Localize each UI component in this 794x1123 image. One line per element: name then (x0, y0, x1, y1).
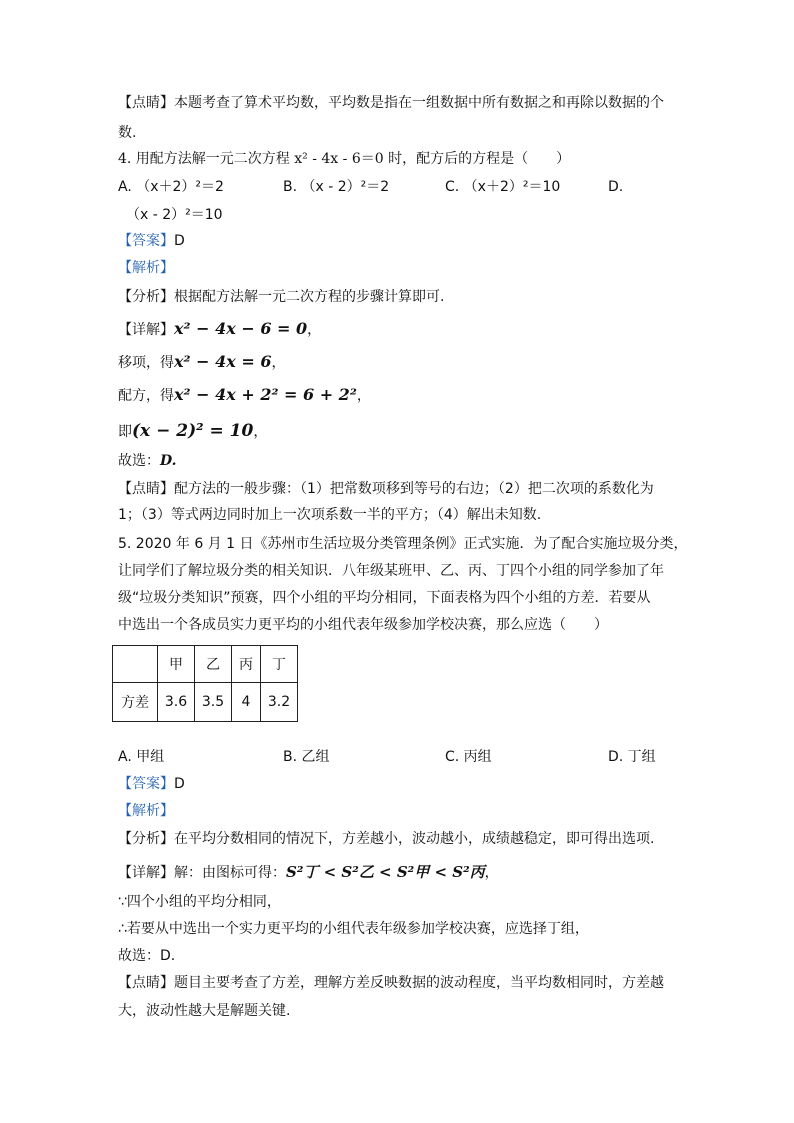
q5-analysis-tag: 【解析】 (118, 803, 174, 819)
answer-tag: 【答案】 (118, 776, 174, 792)
equation-4: (x − 2)² = 10 (132, 421, 254, 441)
table-row (113, 683, 298, 722)
q4-analysis-tag: 【解析】 (118, 260, 174, 276)
table-cell-jia: 3.6 (158, 683, 195, 722)
guxuan-label: 故选： (118, 453, 160, 469)
q4-answer (118, 230, 185, 252)
table-header-jia: 甲 (158, 646, 195, 683)
dianjing-line-2: 数. (118, 125, 137, 141)
q5-xiangjie: 【详解】解：由图标可得：S²丁 < S²乙 < S²甲 < S²丙， (118, 863, 499, 881)
q5-option-b: B. 乙组 (283, 749, 330, 765)
q4-option-c: C. （x＋2）²＝10 (445, 179, 561, 195)
q4-option-b: B. （x - 2）²＝2 (283, 179, 390, 195)
variance-table (112, 645, 298, 722)
q5-option-a: A. 甲组 (118, 749, 165, 765)
pf-label: 配方，得 (118, 388, 174, 404)
dianjing-tag: 【点睛】 (118, 481, 174, 497)
equation-2: x² − 4x = 6 (174, 352, 272, 371)
answer-value: D (174, 776, 185, 792)
table-cell-yi: 3.5 (195, 683, 232, 722)
q5-fenxi (118, 828, 654, 850)
dianjing-tag: 【点睛】 (118, 975, 174, 991)
q4-complete-square-step: 配方，得x² − 4x + 2² = 6 + 2²， (118, 385, 371, 404)
variance-inequality: S²丁 < S²乙 < S²甲 < S²丙 (286, 863, 485, 881)
q4-move-step: 移项，得x² − 4x = 6， (118, 352, 286, 371)
dianjing-line-1 (118, 92, 664, 114)
dianjing-text: 本题考查了算术平均数，平均数是指在一组数据中所有数据之和再除以数据的个 (174, 95, 664, 111)
q5-stem-2: 让同学们了解垃圾分类的相关知识．八年级某班甲、乙、丙、丁四个小组的同学参加了年 (118, 563, 664, 579)
q4-stem: 4. 用配方法解一元二次方程 x² - 4x - 6＝0 时，配方后的方程是（ ） (118, 151, 571, 167)
q5-option-d: D. 丁组 (608, 749, 656, 765)
q4-dianjing-1 (118, 478, 654, 500)
dianjing-text: 题目主要考查了方差，理解方差反映数据的波动程度，当平均数相同时，方差越 (174, 975, 664, 991)
q5-answer (118, 773, 185, 795)
fenxi-text: 在平均分数相同的情况下，方差越小，波动越小，成绩越稳定，即可得出选项. (174, 831, 655, 847)
q4-conclusion (118, 450, 177, 472)
table-header-row (113, 646, 298, 683)
fenxi-text: 根据配方法解一元二次方程的步骤计算即可. (174, 289, 445, 305)
table-header-ding: 丁 (261, 646, 298, 683)
table-cell-bing: 4 (232, 683, 261, 722)
q5-option-c: C. 丙组 (445, 749, 492, 765)
q4-option-a: A. （x＋2）²＝2 (118, 179, 224, 195)
q5-dianjing-2: 大，波动性越大是解题关键. (118, 1003, 291, 1019)
q4-fenxi (118, 286, 444, 308)
q4-xiangjie: 【详解】x² − 4x − 6 = 0， (118, 319, 322, 338)
q5-stem-1: 5. 2020 年 6 月 1 日《苏州市生活垃圾分类管理条例》正式实施．为了配合实施垃圾分类， (118, 536, 688, 552)
q5-stem-4: 中选出一个各成员实力更平均的小组代表年级参加学校决赛，那么应选（ ） (118, 617, 608, 633)
answer-tag: 【答案】 (118, 233, 174, 249)
guxuan-answer: D. (160, 453, 177, 469)
fenxi-tag: 【分析】 (118, 289, 174, 305)
equation-1: x² − 4x − 6 = 0 (174, 319, 308, 338)
xiangjie-tag: 【详解】 (118, 865, 174, 881)
q4-result-step: 即(x − 2)² = 10， (118, 421, 268, 441)
q5-dianjing-1 (118, 972, 664, 994)
table-row-label: 方差 (113, 683, 158, 722)
q4-option-d: D. (608, 179, 624, 195)
table-corner-cell (113, 646, 158, 683)
move-label: 移项，得 (118, 355, 174, 371)
xiangjie-tag: 【详解】 (118, 322, 174, 338)
q4-dianjing-2: 1；（3）等式两边同时加上一次项系数一半的平方；（4）解出未知数. (118, 507, 542, 523)
q5-therefore: ∴若要从中选出一个实力更平均的小组代表年级参加学校决赛，应选择丁组， (118, 921, 589, 937)
fenxi-tag: 【分析】 (118, 831, 174, 847)
ji-label: 即 (118, 424, 132, 440)
table-header-bing: 丙 (232, 646, 261, 683)
table-header-yi: 乙 (195, 646, 232, 683)
dianjing-tag: 【点睛】 (118, 95, 174, 111)
equation-3: x² − 4x + 2² = 6 + 2² (174, 385, 357, 404)
q4-option-d-cont: （x - 2）²＝10 (126, 207, 223, 223)
q5-conclusion: 故选：D. (118, 948, 176, 964)
q5-because: ∵四个小组的平均分相同， (118, 894, 281, 910)
answer-value: D (174, 233, 185, 249)
table-cell-ding: 3.2 (261, 683, 298, 722)
dianjing-text: 配方法的一般步骤：（1）把常数项移到等号的右边；（2）把二次项的系数化为 (174, 481, 654, 497)
q5-stem-3: 级“垃圾分类知识”预赛，四个小组的平均分相同，下面表格为四个小组的方差．若要从 (118, 590, 651, 606)
xiangjie-text: 解：由图标可得： (174, 865, 286, 881)
